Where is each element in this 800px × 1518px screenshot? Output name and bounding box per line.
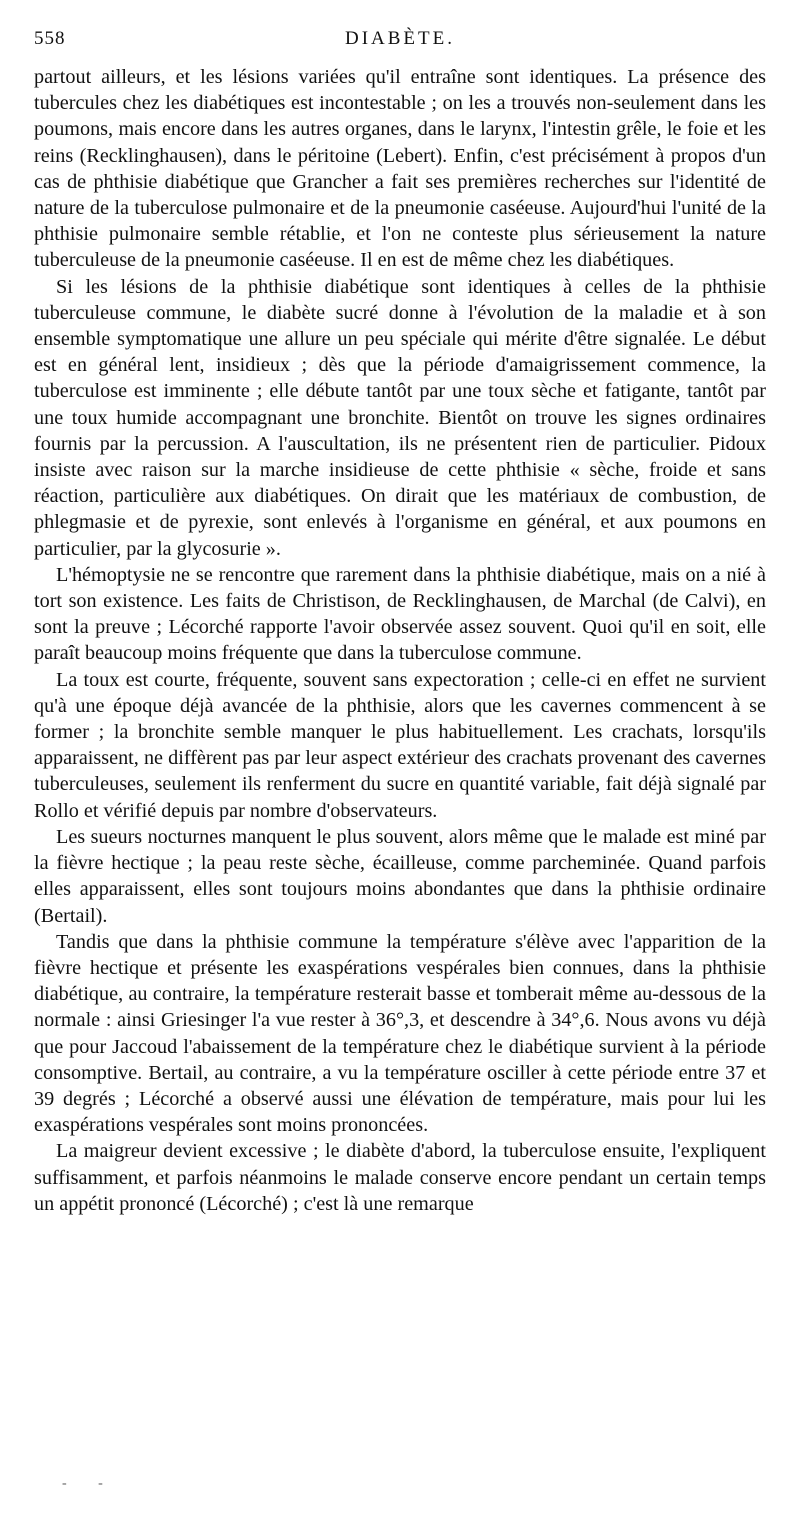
page-header: [34, 28, 766, 56]
paragraph-temperature: Tandis que dans la phthisie commune la température s'élève avec l'apparition de la fièvre hectique et présente les exaspérations vespérales bien connues, dans la phthisie diabétique, au contraire, la température resterait basse et tomberait même au-dessous de la normale : ainsi Griesinger l'a vue rester à 36°,3, et descendre à 34°,6. Nous avons vu déjà que pour Jaccoud l'abaissement de la température chez le diabétique survient à la période consomptive. Bertail, au contraire, a vu la température osciller à cette période entre 37 et 39 degrés ; Lécorché a observé aussi une élévation de température, mais pour lui les exaspérations vespérales sont moins prononcées.: [34, 930, 766, 1137]
paragraph-night-sweats: Les sueurs nocturnes manquent le plus souvent, alors même que le malade est miné par la fièvre hectique ; la peau reste sèche, écailleuse, comme parcheminée. Quand parfois elles apparaissent, elles sont toujours moins abondantes que dans la phthisie ordinaire (Bertail).: [34, 825, 766, 927]
footer-marks: - -: [62, 1476, 117, 1491]
page-number: 558: [34, 28, 66, 49]
paragraph-hemoptysis: L'hémoptysie ne se rencontre que rarement dans la phthisie diabétique, mais on a nié à tort son existence. Les faits de Christison, de Recklinghausen, de Marchal (de Calvi), en sont la preuve ; Lécorché rapporte l'avoir observée assez souvent. Quoi qu'il en soit, elle paraît beaucoup moins fréquente que dans la tuberculose commune.: [34, 563, 766, 665]
running-title: DIABÈTE.: [344, 28, 455, 49]
paragraph-symptoms: Si les lésions de la phthisie diabétique sont identiques à celles de la phthisie tuberculeuse commune, le diabète sucré donne à l'évolution de la maladie et à son ensemble symptomatique une allure un peu spéciale qui mérite d'être signalée. Le début est en général lent, insidieux ; dès que la période d'amaigrissement commence, la tuberculose est imminente ; elle débute tantôt par une toux sèche et fatigante, tantôt par une toux humide accompagnant une bronchite. Bientôt on trouve les signes ordinaires fournis par la percussion. A l'auscultation, ils ne présentent rien de particulier. Pidoux insiste avec raison sur la marche insidieuse de cette phthisie « sèche, froide et sans réaction, particulière aux diabétiques. On dirait que les matériaux de combustion, de phlegmasie et de pyrexie, sont enlevés à l'organisme en général, et aux poumons en particulier, par la glycosurie ».: [34, 275, 766, 560]
paragraph-continuation: partout ailleurs, et les lésions variées qu'il entraîne sont identiques. La présence des tubercules chez les diabétiques est incontestable ; on les a trouvés non-seulement dans les poumons, mais encore dans les autres organes, dans le larynx, l'intestin grêle, le foie et les reins (Recklinghausen), dans le péritoine (Lebert). Enfin, c'est précisément à propos d'un cas de phthisie diabétique que Grancher a fait ses premières recherches sur l'identité de nature de la tuberculose pulmonaire et de la pneumonie caséeuse. Aujourd'hui l'unité de la phthisie pulmonaire semble rétablie, et l'on ne conteste plus sérieusement la nature tuberculeuse de la pneumonie caséeuse. Il en est de même chez les diabétiques.: [34, 66, 766, 272]
paragraph-cough: La toux est courte, fréquente, souvent sans expectoration ; celle-ci en effet ne survient qu'à une époque déjà avancée de la phthisie, alors que les cavernes commencent à se former ; la bronchite semble manquer le plus habituellement. Les crachats, lorsqu'ils apparaissent, ne diffèrent pas par leur aspect extérieur des crachats provenant des cavernes tuberculeuses, seulement ils renferment du sucre en quantité variable, fait déjà signalé par Rollo et vérifié depuis par nombre d'observateurs.: [34, 668, 766, 822]
paragraph-emaciation: La maigreur devient excessive ; le diabète d'abord, la tuberculose ensuite, l'expliquent suffisamment, et parfois néanmoins le malade conserve encore pendant un certain temps un appétit prononcé (Lécorché) ; c'est là une remarque: [34, 1140, 766, 1215]
body-text: [34, 64, 766, 1217]
